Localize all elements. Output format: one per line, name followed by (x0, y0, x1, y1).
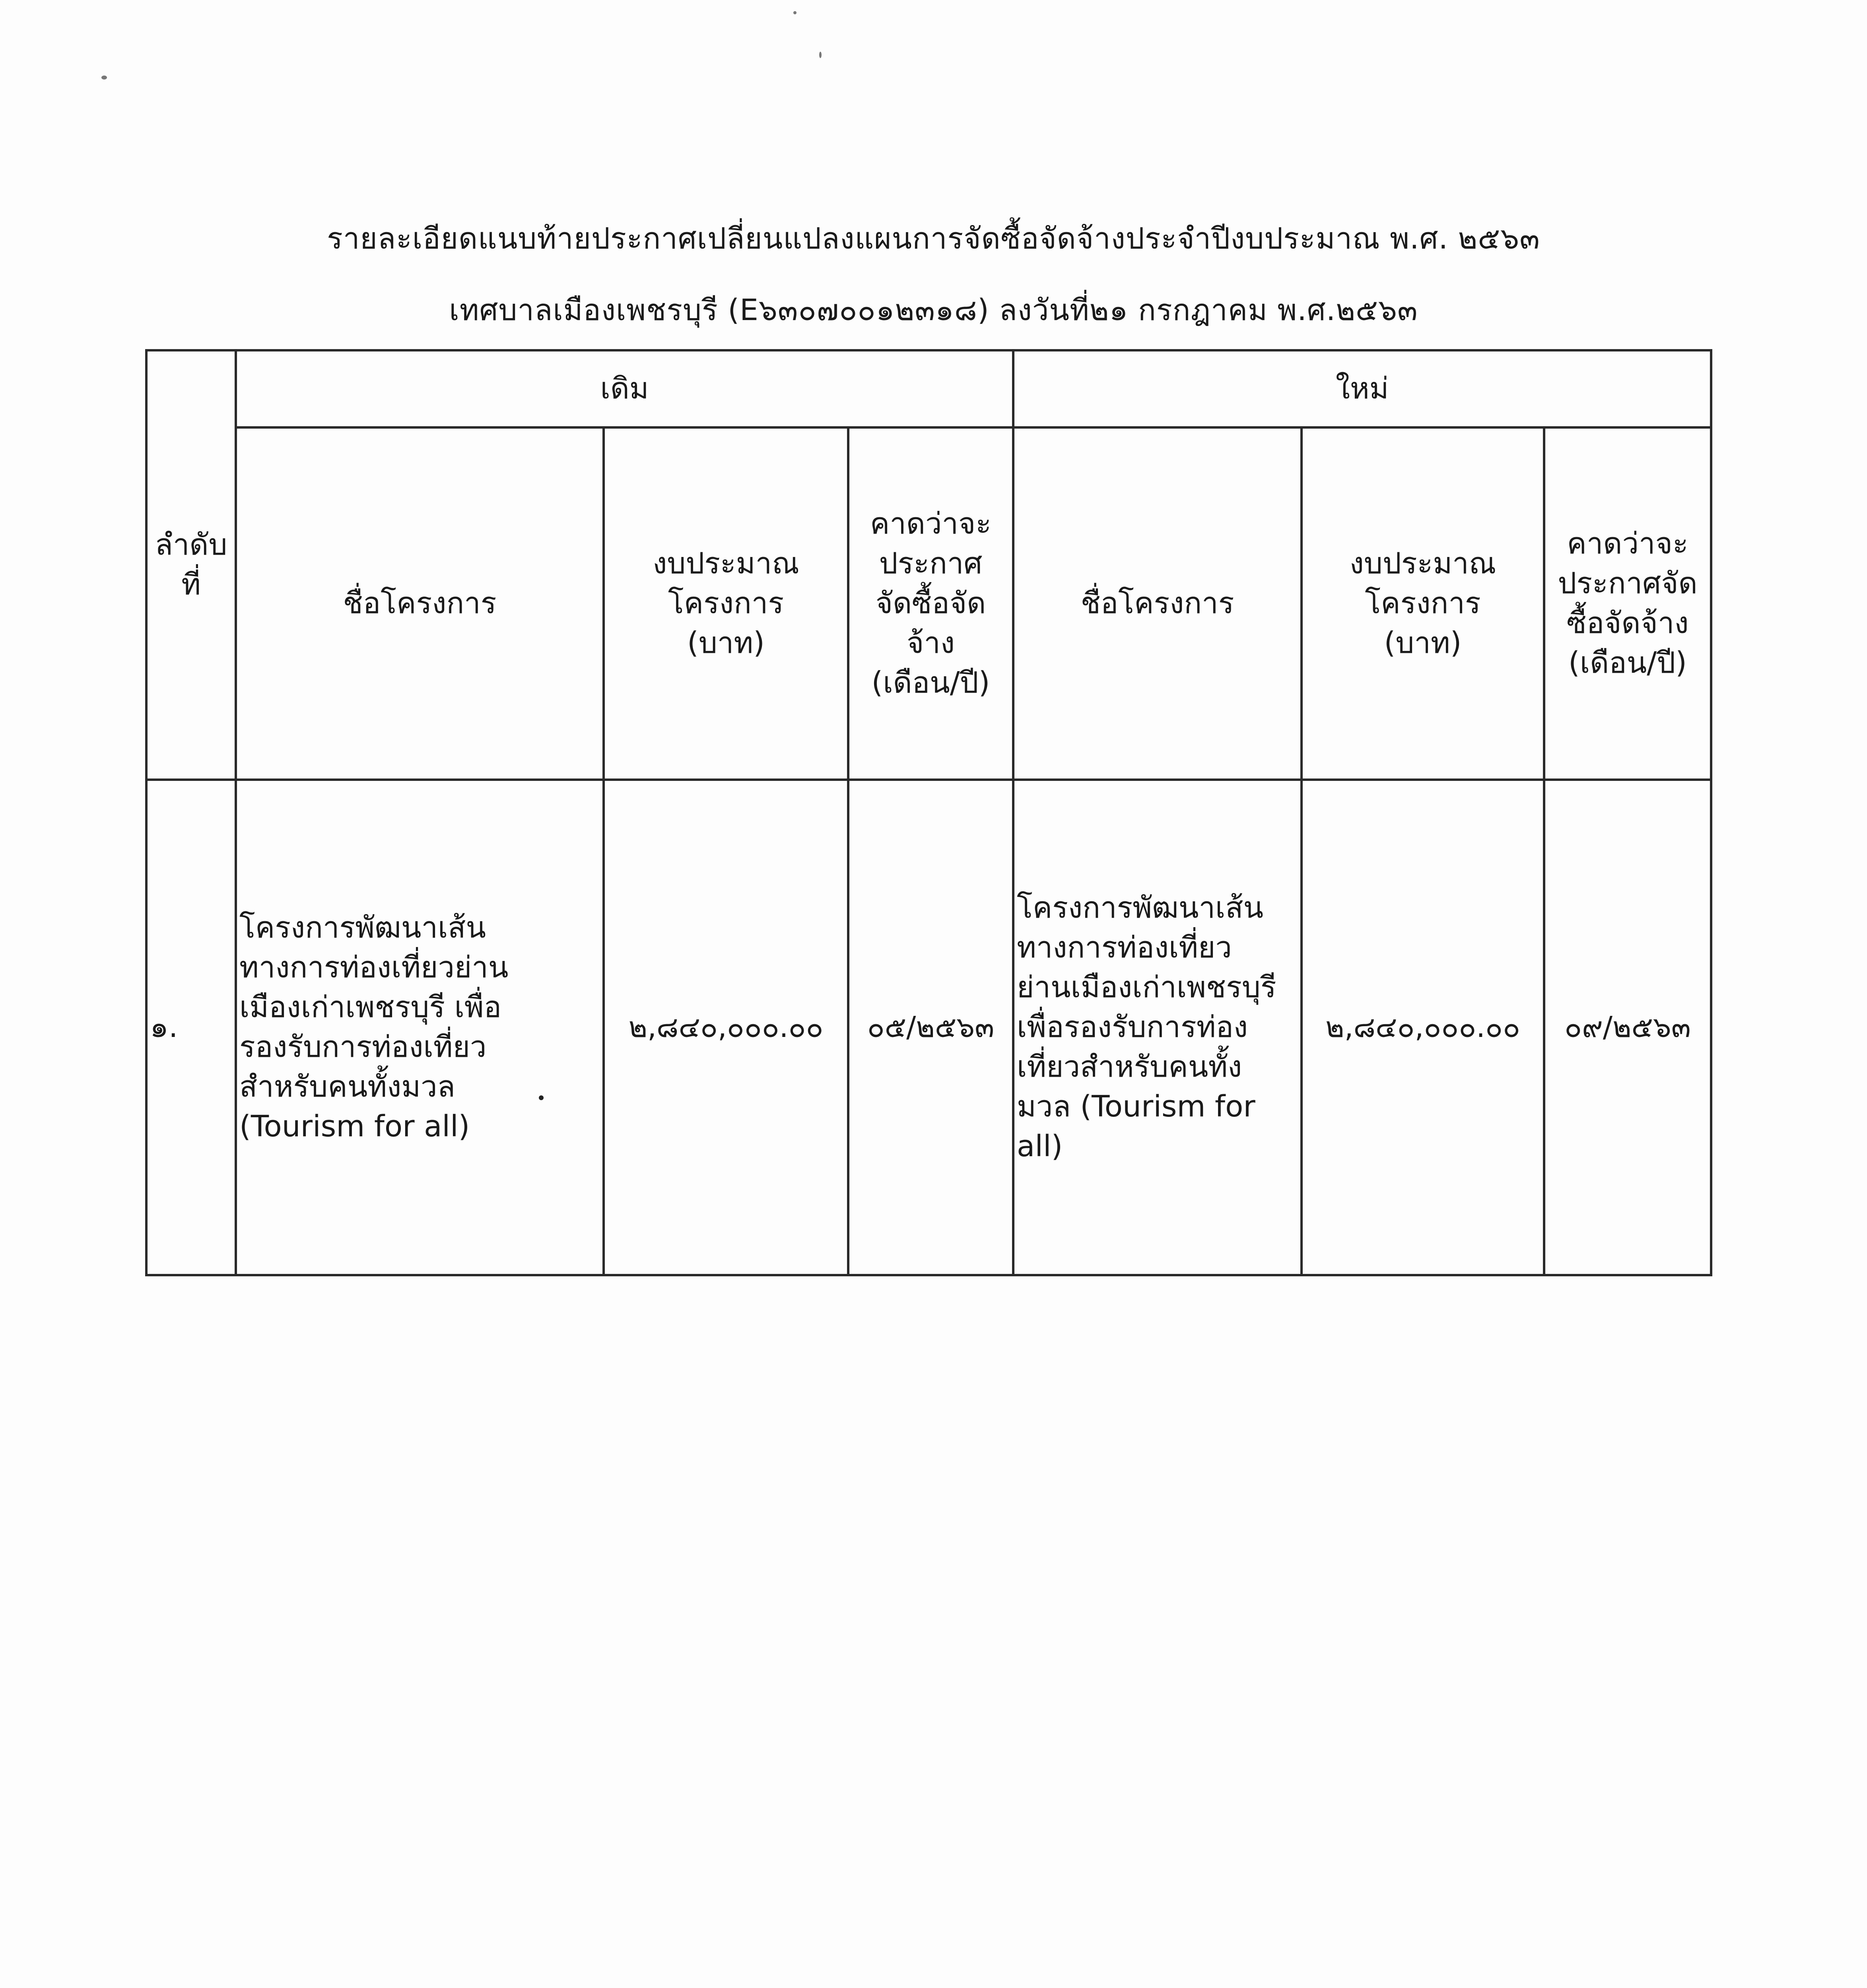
scan-speck (793, 11, 797, 14)
table-column-header-row (146, 427, 1711, 780)
col-header-new-budget: งบประมาณ โครงการ (บาท) (1302, 427, 1544, 780)
cell-old-budget: ๒,๘๔๐,๐๐๐.๐๐ (604, 780, 848, 1275)
scan-speck (101, 76, 107, 80)
table-group-header-row (146, 350, 1711, 427)
document-title-line-1: รายละเอียดแนบท้ายประกาศเปลี่ยนแปลงแผนการจัดซื้อจัดจ้างประจำปีงบประมาณ พ.ศ. ๒๕๖๓ (327, 221, 1540, 256)
col-header-old-expected: คาดว่าจะ ประกาศ จัดซื้อจัด จ้าง (เดือน/ปี) (848, 427, 1013, 780)
table-row (146, 780, 1711, 1275)
procurement-change-table (145, 349, 1712, 1276)
cell-no: ๑. (146, 780, 236, 1275)
cell-new-budget: ๒,๘๔๐,๐๐๐.๐๐ (1302, 780, 1544, 1275)
col-header-new-project: ชื่อโครงการ (1013, 427, 1302, 780)
col-header-old-budget: งบประมาณ โครงการ (บาท) (604, 427, 848, 780)
scan-speck (819, 52, 822, 58)
group-header-new: ใหม่ (1013, 350, 1711, 427)
document-title-line-2: เทศบาลเมืองเพชรบุรี (E๖๓๐๗๐๐๑๒๓๑๘) ลงวันที่๒๑ กรกฎาคม พ.ศ.๒๕๖๓ (449, 293, 1418, 327)
cell-old-expected: ๐๕/๒๕๖๓ (848, 780, 1013, 1275)
cell-new-project: โครงการพัฒนาเส้น ทางการท่องเที่ยว ย่านเมืองเก่าเพชรบุรี เพื่อรองรับการท่อง เที่ยวสำหรับคนทั้ง มวล (Tourism for all) (1013, 780, 1302, 1275)
cell-old-project: โครงการพัฒนาเส้น ทางการท่องเที่ยวย่าน เมืองเก่าเพชรบุรี เพื่อ รองรับการท่องเที่ยว สำหรับคนทั้งมวล (Tourism for all) (236, 780, 604, 1275)
col-header-old-project: ชื่อโครงการ (236, 427, 604, 780)
cell-new-expected: ๐๙/๒๕๖๓ (1544, 780, 1711, 1275)
col-header-no: ลำดับ ที่ (146, 350, 236, 780)
col-header-new-expected: คาดว่าจะ ประกาศจัด ซื้อจัดจ้าง (เดือน/ปี) (1544, 427, 1711, 780)
group-header-old: เดิม (236, 350, 1013, 427)
